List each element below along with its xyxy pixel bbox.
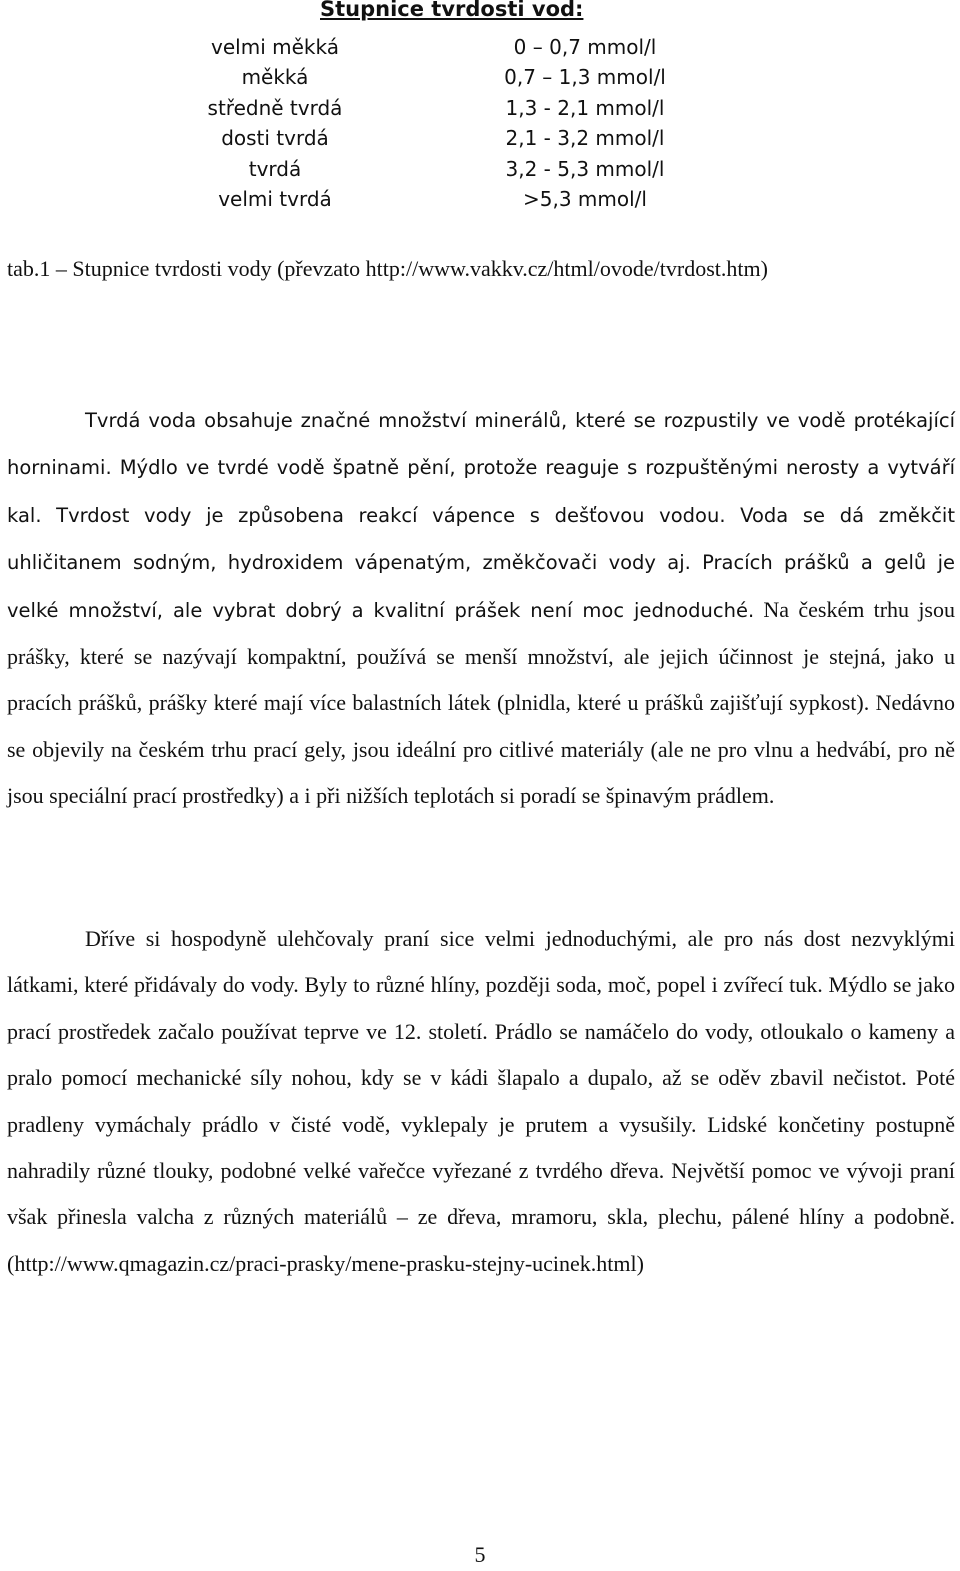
hardness-range: 2,1 - 3,2 mmol/l bbox=[505, 126, 665, 151]
hardness-category: měkká bbox=[241, 65, 309, 90]
hardness-range: 0 – 0,7 mmol/l bbox=[513, 35, 657, 59]
paragraph-history: Dříve si hospodyně ulehčovaly praní sice velmi jednoduchými, ale pro nás dost nezvyklými látkami, které přidávaly do vody. Byly to různé hlíny, později soda, moč, popel i zvířecí tuk. Mýdlo se jako prací prostředek začalo používat teprve ve 12. století. Prádlo se namáčelo do vody, otloukalo o kameny a pralo pomocí mechanické síly nohou, kdy se v kádi šlapalo a dupalo, až se oděv zbavil nečistot. Poté pradleny vymáchaly prádlo v čisté vodě, vyklepaly je prutem a vysušily. Lidské končetiny postupně nahradily různé tlouky, podobné velké vařečce vyřezané z tvrdého dřeva. Největší pomoc ve vývoji praní však přinesla valcha z různých materiálů – ze dřeva, mramoru, skla, plechu, pálené hlíny a podobně. (http://www.qmagazin.cz/praci-prasky/mene-prasku-stejny-ucinek.html) bbox=[7, 926, 955, 1276]
table-row bbox=[180, 123, 680, 153]
table-row bbox=[180, 184, 680, 214]
hardness-category: tvrdá bbox=[248, 156, 302, 181]
hardness-range: 3,2 - 5,3 mmol/l bbox=[505, 156, 665, 181]
hardness-category: dosti tvrdá bbox=[221, 126, 329, 151]
table-title: Stupnice tvrdosti vod: bbox=[320, 0, 584, 21]
page-number: 5 bbox=[474, 1542, 486, 1567]
hardness-range: >5,3 mmol/l bbox=[523, 186, 647, 211]
hardness-category: velmi měkká bbox=[211, 35, 339, 59]
hardness-table bbox=[180, 32, 680, 214]
hardness-range: 0,7 – 1,3 mmol/l bbox=[504, 65, 666, 90]
hardness-category: velmi tvrdá bbox=[218, 186, 332, 211]
table-row bbox=[180, 62, 680, 92]
paragraph-serif-part: Na českém trhu jsou prášky, které se nazývají kompaktní, používá se menší množství, ale jejich účinnost je stejná, jako u pracích prášků, prášky které mají více balastních látek (plnidla, které u prášků zajišťují sypkost). Nedávno se objevily na českém trhu prací gely, jsou ideální pro citlivé materiály (ale ne pro vlnu a hedvábí, pro ně jsou speciální prací prostředky) a i při nižších teplotách si poradí se špinavým prádlem. bbox=[7, 596, 955, 809]
table-row bbox=[180, 93, 680, 123]
table-caption: tab.1 – Stupnice tvrdosti vody (převzato http://www.vakkv.cz/html/ovode/tvrdost.htm) bbox=[7, 256, 768, 281]
table-row bbox=[180, 154, 680, 184]
paragraph-hard-water bbox=[7, 397, 955, 820]
hardness-category: středně tvrdá bbox=[207, 95, 343, 120]
paragraph-sans-part: Tvrdá voda obsahuje značné množství minerálů, které se rozpustily ve vodě protékající horninami. Mýdlo ve tvrdé vodě špatně pění, protože reaguje s rozpuštěnými nerosty a vytváří kal. Tvrdost vody je způsobena reakcí vápence s dešťovou vodou. Voda se dá změkčit uhličitanem sodným, hydroxidem vápenatým, změkčovači vody aj. Pracích prášků a gelů je velké množství, ale vybrat dobrý a kvalitní prášek není moc jednoduché. bbox=[7, 409, 955, 622]
hardness-range: 1,3 - 2,1 mmol/l bbox=[505, 95, 665, 120]
table-row bbox=[180, 32, 680, 62]
